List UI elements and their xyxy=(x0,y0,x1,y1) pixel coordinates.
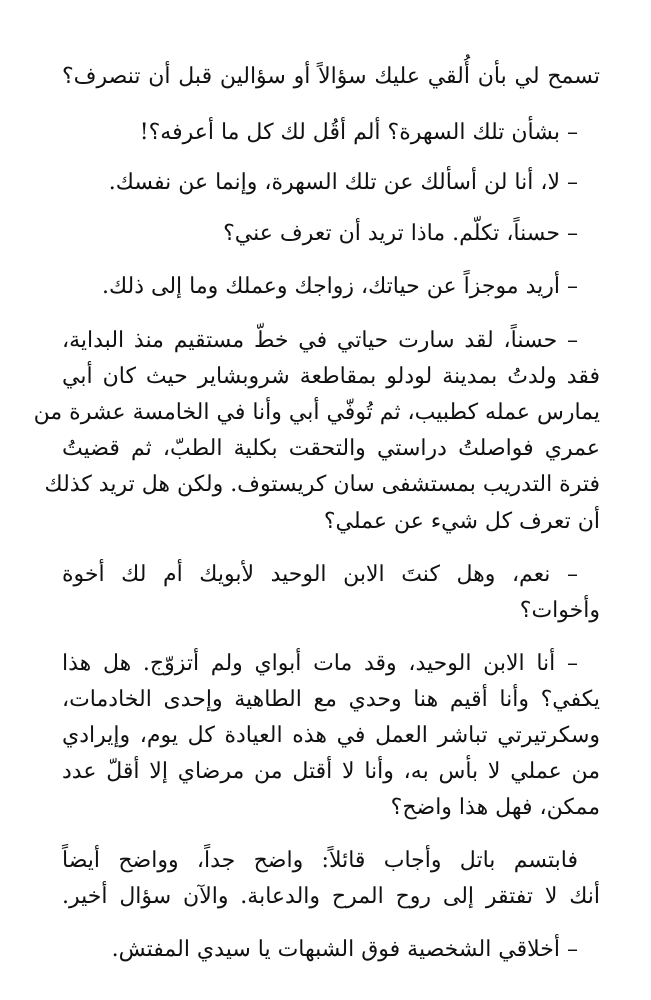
dialogue-line: – بشأن تلك السهرة؟ ألم أقُل لك كل ما أعرفه؟! xyxy=(139,120,578,145)
text-line: فقد ولدتُ بمدينة لودلو بمقاطعة شروبشاير حيث كان أبي xyxy=(62,364,600,389)
text-line: وسكرتيرتي تباشر العمل في هذه العيادة كل يوم، وإيرادي xyxy=(62,723,600,748)
text-line: يمارس عمله كطبيب، ثم تُوفّي أبي وأنا في الخامسة عشرة من xyxy=(33,400,600,425)
text-line: فترة التدريب بمستشفى سان كريستوف. ولكن هل تريد كذلك xyxy=(44,472,600,497)
text-line: أنك لا تفتقر إلى روح المرح والدعابة. والآن سؤال أخير. xyxy=(62,884,600,909)
dialogue-line: – أنا الابن الوحيد، وقد مات أبواي ولم أتزوّج. هل هذا xyxy=(62,651,578,676)
text-line: تسمح لي بأن أُلقي عليك سؤالاً أو سؤالين قبل أن تنصرف؟ xyxy=(62,64,600,89)
dialogue-line: – حسناً، لقد سارت حياتي في خطّ مستقيم منذ البداية، xyxy=(62,328,578,353)
dialogue-line: – أريد موجزاً عن حياتك، زواجك وعملك وما إلى ذلك. xyxy=(101,274,578,299)
dialogue-line: – أخلاقي الشخصية فوق الشبهات يا سيدي المفتش. xyxy=(111,937,578,962)
dialogue-line: – لا، أنا لن أسألك عن تلك السهرة، وإنما عن نفسك. xyxy=(108,170,578,195)
text-line: يكفي؟ وأنا أقيم هنا وحدي مع الطاهية وإحدى الخادمات، xyxy=(62,687,600,712)
dialogue-line: – حسناً، تكلّم. ماذا تريد أن تعرف عني؟ xyxy=(223,221,578,246)
text-line: وأخوات؟ xyxy=(519,598,600,623)
dialogue-line: – نعم، وهل كنتَ الابن الوحيد لأبويك أم لك أخوة xyxy=(62,562,578,587)
text-line: عمري فواصلتُ دراستي والتحقت بكلية الطبّ، ثم قضيتُ xyxy=(62,436,600,461)
narration-line: فابتسم باتل وأجاب قائلاً: واضح جداً، وواضح أيضاً xyxy=(62,848,578,873)
text-line: ممكن، فهل هذا واضح؟ xyxy=(390,795,600,820)
text-line: أن تعرف كل شيء عن عملي؟ xyxy=(323,509,600,534)
text-line: من عملي لا بأس به، وأنا لا أقتل من مرضاي إلا أقلّ عدد xyxy=(62,759,600,784)
